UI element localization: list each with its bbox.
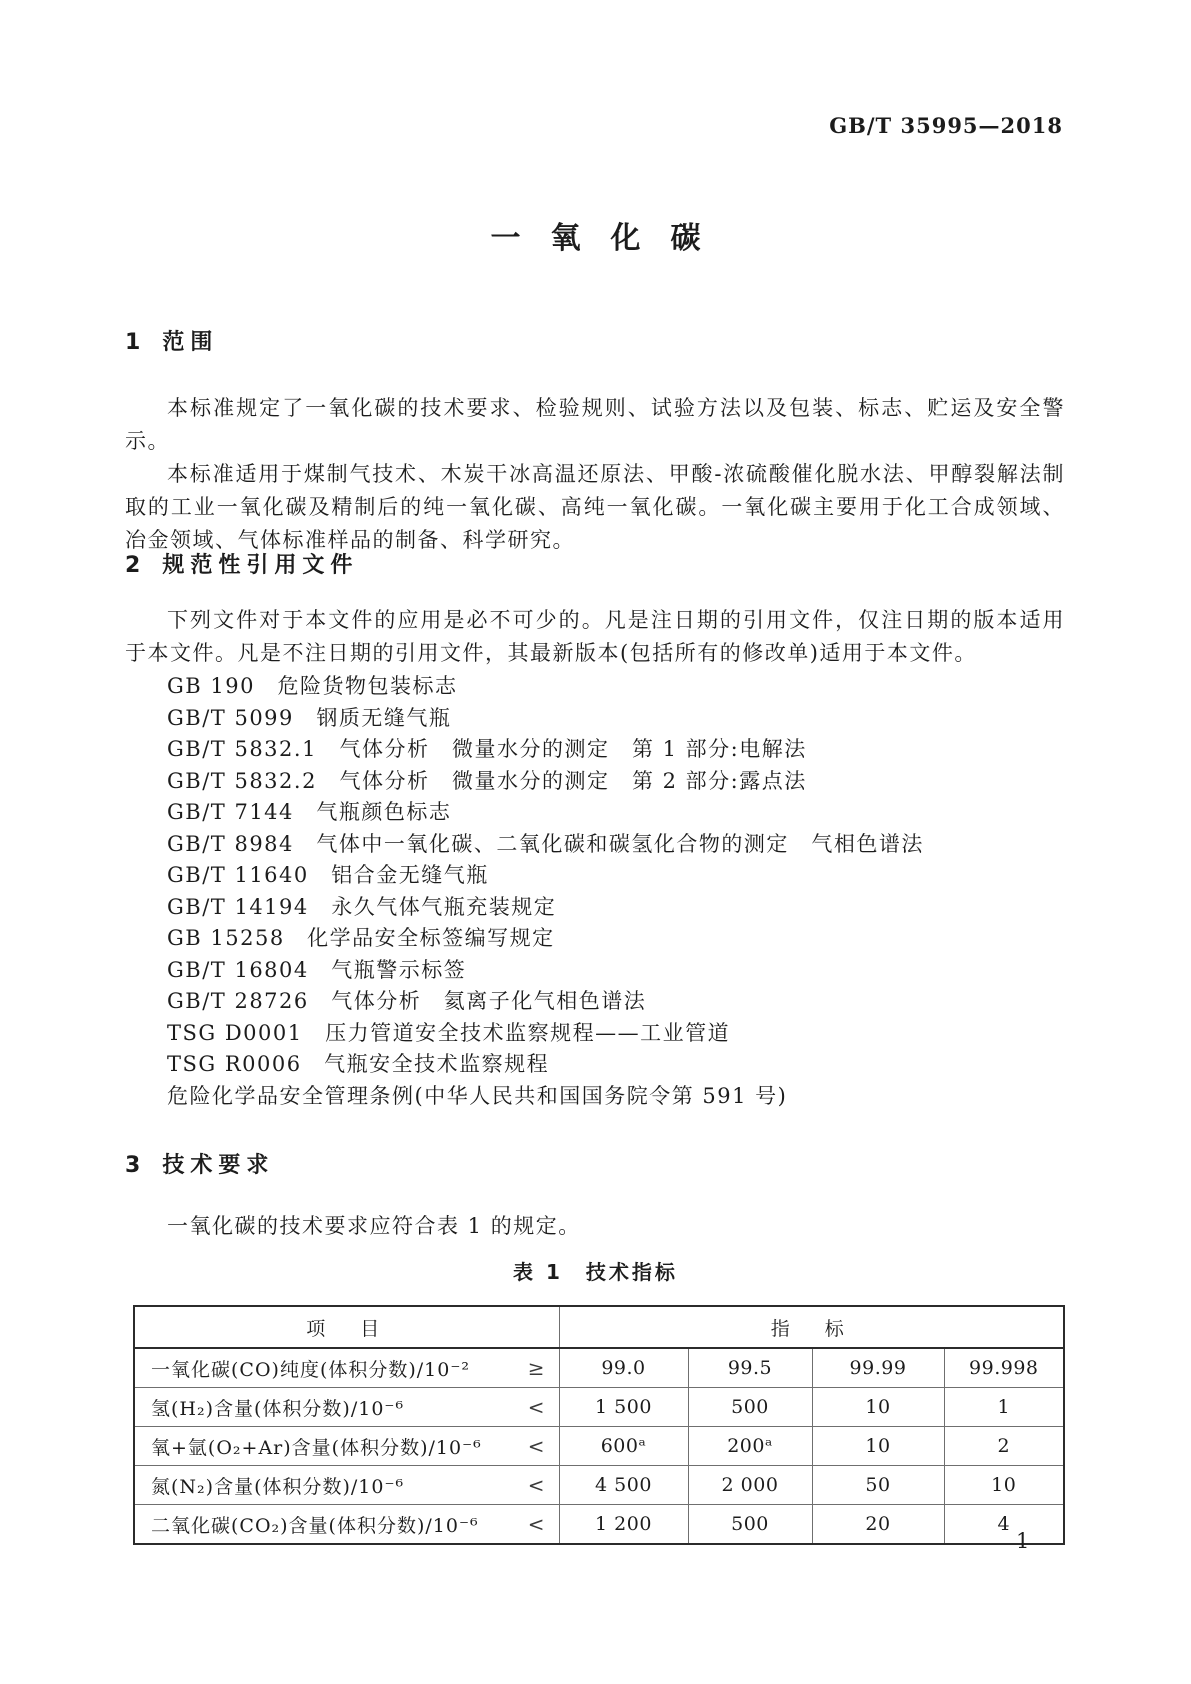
item-cell [134,1427,559,1466]
table-caption: 表 1 技术指标 [513,1260,678,1284]
page-number: 1 [1016,1529,1030,1553]
value-cell: 600ᵃ [559,1427,688,1466]
value-cell: 4 500 [559,1466,688,1505]
item-label: 氧+氩(O₂+Ar)含量(体积分数)/10⁻⁶ [151,1436,482,1459]
value-cell: 10 [812,1388,944,1427]
value-cell: 99.998 [944,1348,1064,1388]
table-row [134,1505,1064,1545]
relation-symbol: < [527,1434,545,1458]
section-1-heading [125,325,218,356]
reference-item: GB/T 11640 铝合金无缝气瓶 [167,863,489,887]
value-cell: 1 [944,1388,1064,1427]
value-cell: 20 [812,1505,944,1545]
item-column-header: 项 目 [134,1306,559,1348]
reference-item: GB/T 16804 气瓶警示标签 [167,957,467,982]
section-title: 范围 [162,330,219,355]
value-cell: 2 000 [688,1466,812,1505]
section-3-heading [125,1148,274,1179]
value-cell: 99.0 [559,1348,688,1388]
reference-item: GB/T 5832.1 气体分析 微量水分的测定 第 1 部分:电解法 [167,737,807,761]
reference-item: GB/T 28726 气体分析 氦离子化气相色谱法 [167,989,647,1013]
section-title: 技术要求 [162,1153,275,1178]
item-label: 氮(N₂)含量(体积分数)/10⁻⁶ [151,1475,405,1498]
paragraph: 下列文件对于本文件的应用是必不可少的。凡是注日期的引用文件，仅注日期的版本适用于本文件。凡是不注日期的引用文件，其最新版本(包括所有的修改单)适用于本文件。 [125,608,1065,665]
item-cell [134,1388,559,1427]
paragraph: 本标准规定了一氧化碳的技术要求、检验规则、试验方法以及包装、标志、贮运及安全警示。 [125,396,1065,453]
document-title: 一 氧 化 碳 [490,221,701,256]
value-cell: 10 [812,1427,944,1466]
value-cell: 99.99 [812,1348,944,1388]
section-2-heading [125,548,358,579]
section-number: 2 [125,553,141,578]
reference-item: GB 15258 化学品安全标签编写规定 [167,926,555,950]
value-cell: 10 [944,1466,1064,1505]
relation-symbol: < [527,1473,545,1497]
reference-item: GB/T 8984 气体中一氧化碳、二氧化碳和碳氢化合物的测定 气相色谱法 [167,831,924,856]
section-number: 3 [125,1153,141,1178]
standard-code: GB/T 35995—2018 [829,113,1063,138]
relation-symbol: < [527,1395,545,1419]
spec-table [133,1305,1065,1545]
relation-symbol: ≥ [527,1356,545,1380]
value-cell: 4 [944,1505,1064,1545]
table-row [134,1427,1064,1466]
table-body [134,1348,1064,1544]
value-cell: 50 [812,1466,944,1505]
table-head [134,1306,1064,1348]
relation-symbol: < [527,1512,545,1536]
paragraph: 一氧化碳的技术要求应符合表 1 的规定。 [167,1214,581,1238]
item-label: 二氧化碳(CO₂)含量(体积分数)/10⁻⁶ [151,1514,479,1537]
reference-item: TSG R0006 气瓶安全技术监察规程 [167,1052,550,1076]
table-header-row [134,1306,1064,1348]
section-1-body [125,392,1065,557]
value-cell: 1 500 [559,1388,688,1427]
reference-item: TSG D0001 压力管道安全技术监察规程——工业管道 [167,1020,731,1045]
section-3-body [125,1210,1065,1243]
item-label: 一氧化碳(CO)纯度(体积分数)/10⁻² [151,1358,470,1381]
section-title: 规范性引用文件 [162,553,359,578]
item-cell [134,1466,559,1505]
reference-item: GB/T 5832.2 气体分析 微量水分的测定 第 2 部分:露点法 [167,768,807,793]
value-cell: 200ᵃ [688,1427,812,1466]
reference-item: 危险化学品安全管理条例(中华人民共和国国务院令第 591 号) [167,1083,788,1108]
value-cell: 500 [688,1505,812,1545]
table-row [134,1388,1064,1427]
value-cell: 500 [688,1388,812,1427]
reference-item: GB/T 5099 钢质无缝气瓶 [167,705,452,730]
item-label: 氢(H₂)含量(体积分数)/10⁻⁶ [151,1397,405,1420]
reference-item: GB/T 7144 气瓶颜色标志 [167,800,452,824]
item-cell [134,1348,559,1388]
value-cell: 99.5 [688,1348,812,1388]
section-number: 1 [125,330,141,355]
paragraph: 本标准适用于煤制气技术、木炭干冰高温还原法、甲酸-浓硫酸催化脱水法、甲醇裂解法制取的工业一氧化碳及精制后的纯一氧化碳、高纯一氧化碳。一氧化碳主要用于化工合成领域、冶金领域、气体标准样品的制备、科学研究。 [125,462,1065,552]
item-cell [134,1505,559,1545]
reference-item: GB/T 14194 永久气体气瓶充装规定 [167,894,557,919]
index-column-header: 指 标 [559,1306,1064,1348]
table-row [134,1348,1064,1388]
value-cell: 2 [944,1427,1064,1466]
value-cell: 1 200 [559,1505,688,1545]
table-row [134,1466,1064,1505]
reference-list [125,671,1065,1112]
section-2-intro [125,604,1065,670]
reference-item: GB 190 危险货物包装标志 [167,674,458,698]
